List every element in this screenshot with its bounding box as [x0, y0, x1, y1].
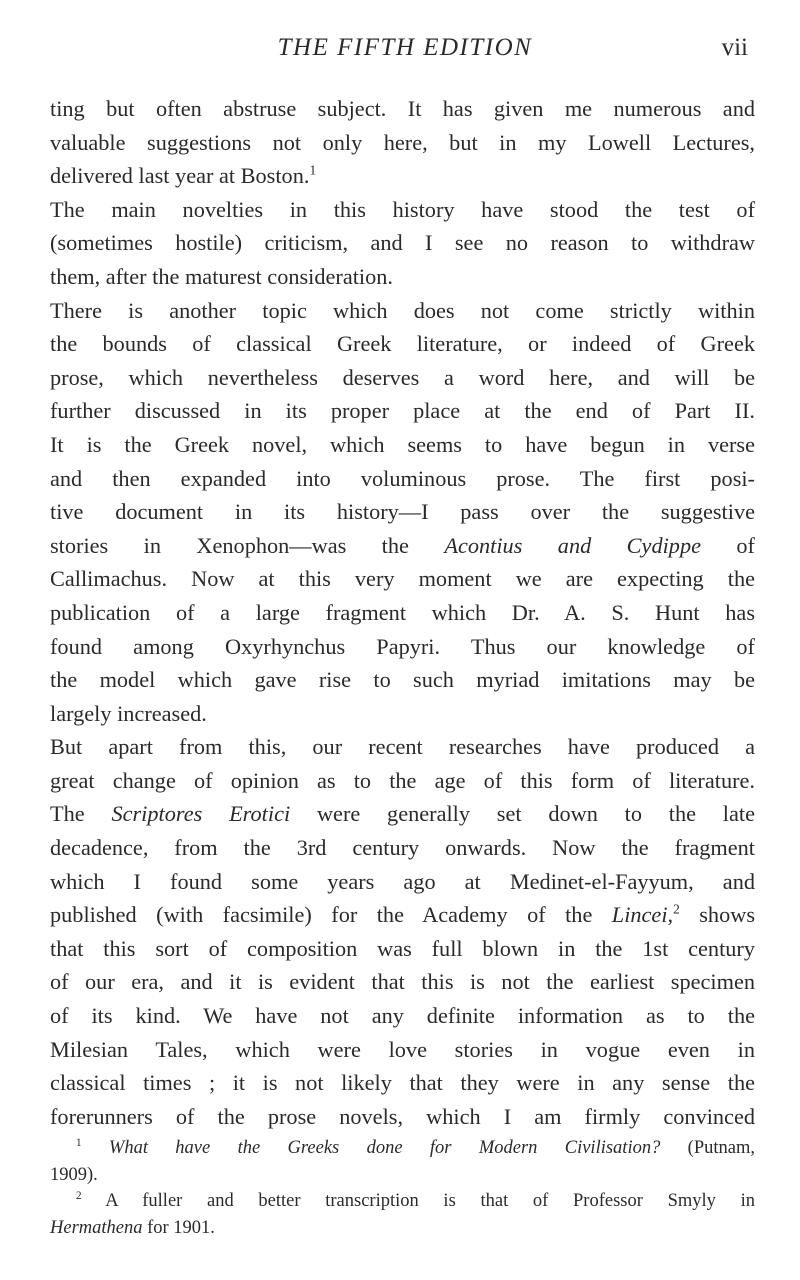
text-line: the bounds of classical Greek literature, or indeed of Greek: [50, 331, 755, 357]
footnote-1-continued: 1909).: [50, 1164, 98, 1185]
text-line: of its kind. We have not any definite information as to the: [50, 1003, 755, 1029]
running-head: [0, 34, 800, 74]
italic-title-scriptores: Scriptores Erotici: [111, 801, 291, 827]
text-line: that this sort of composition was full blown in the 1st century: [50, 935, 755, 961]
text-line: which I found some years ago at Medinet-el-Fayyum, and: [50, 868, 755, 894]
text-line: and then expanded into voluminous prose. The first posi-: [50, 465, 755, 491]
footnote-ref: 1: [309, 162, 317, 178]
text-line: great change of opinion as to the age of this form of literature.: [50, 767, 755, 793]
footnote-ref: 2: [673, 901, 680, 917]
footnote-2: $^2$ A fuller and better transcription is that of Professor Smyly in: [76, 1189, 755, 1211]
text-line: of our era, and it is evident that this is not the earliest specimen: [50, 969, 755, 995]
text-line: delivered last year at Boston.$^1$: [50, 162, 317, 189]
text-line: found among Oxyrhynchus Papyri. Thus our knowledge of: [50, 633, 755, 659]
text-line: (sometimes hostile) criticism, and I see no reason to withdraw: [50, 230, 755, 256]
text-line: Callimachus. Now at this very moment we are expecting the: [50, 566, 755, 592]
footnote-marker: 2: [76, 1189, 82, 1202]
text-line: decadence, from the 3rd century onwards. Now the fragment: [50, 835, 755, 861]
text-line: Milesian Tales, which were love stories in vogue even in: [50, 1036, 755, 1062]
text-line: ting but often abstruse subject. It has given me numerous and: [50, 96, 755, 121]
italic-title-acontius: Acontius and Cydippe: [444, 532, 701, 558]
page-number: vii: [721, 34, 748, 61]
footnote-2-continued: Hermathena for 1901.: [50, 1217, 215, 1238]
text-line: prose, which nevertheless deserves a word here, and will be: [50, 364, 755, 390]
text-line: published (with facsimile) for the Academy of the Lincei,$^2$ shows: [50, 901, 756, 928]
text-line: publication of a large fragment which Dr. A. S. Hunt has: [50, 599, 755, 625]
text-line: the model which gave rise to such myriad imitations may be: [50, 667, 755, 693]
text-line: stories in Xenophon—was the Acontius and Cydippe of: [50, 532, 755, 558]
text-line: classical times ; it is not likely that they were in any sense the: [50, 1070, 755, 1096]
text-line: But apart from this, our recent researches have produced a: [50, 734, 755, 760]
footnote-marker: 1: [76, 1136, 82, 1149]
running-title: THE FIFTH EDITION: [277, 34, 533, 61]
text-line: further discussed in its proper place at the end of Part II.: [50, 398, 755, 424]
text-line: It is the Greek novel, which seems to have begun in verse: [50, 431, 755, 457]
text-line: them, after the maturest consideration.: [50, 263, 393, 289]
text-line: valuable suggestions not only here, but in my Lowell Lectures,: [50, 129, 755, 155]
text-line: largely increased.: [50, 700, 207, 726]
text-line: The main novelties in this history have stood the test of: [50, 196, 755, 222]
text-line: There is another topic which does not come strictly within: [50, 297, 755, 323]
text-line: The Scriptores Erotici were generally set down to the late: [50, 801, 755, 827]
footnotes: [50, 1135, 755, 1241]
body-text: [50, 92, 755, 1133]
footnote-1: $^1$ What have the Greeks done for Modern Civilisation? (Putnam,: [76, 1136, 755, 1158]
text-line: tive document in its history—I pass over the suggestive: [50, 499, 755, 525]
italic-title-lincei: Lincei,: [611, 902, 674, 928]
text-line: forerunners of the prose novels, which I am firmly convinced: [50, 1103, 755, 1129]
